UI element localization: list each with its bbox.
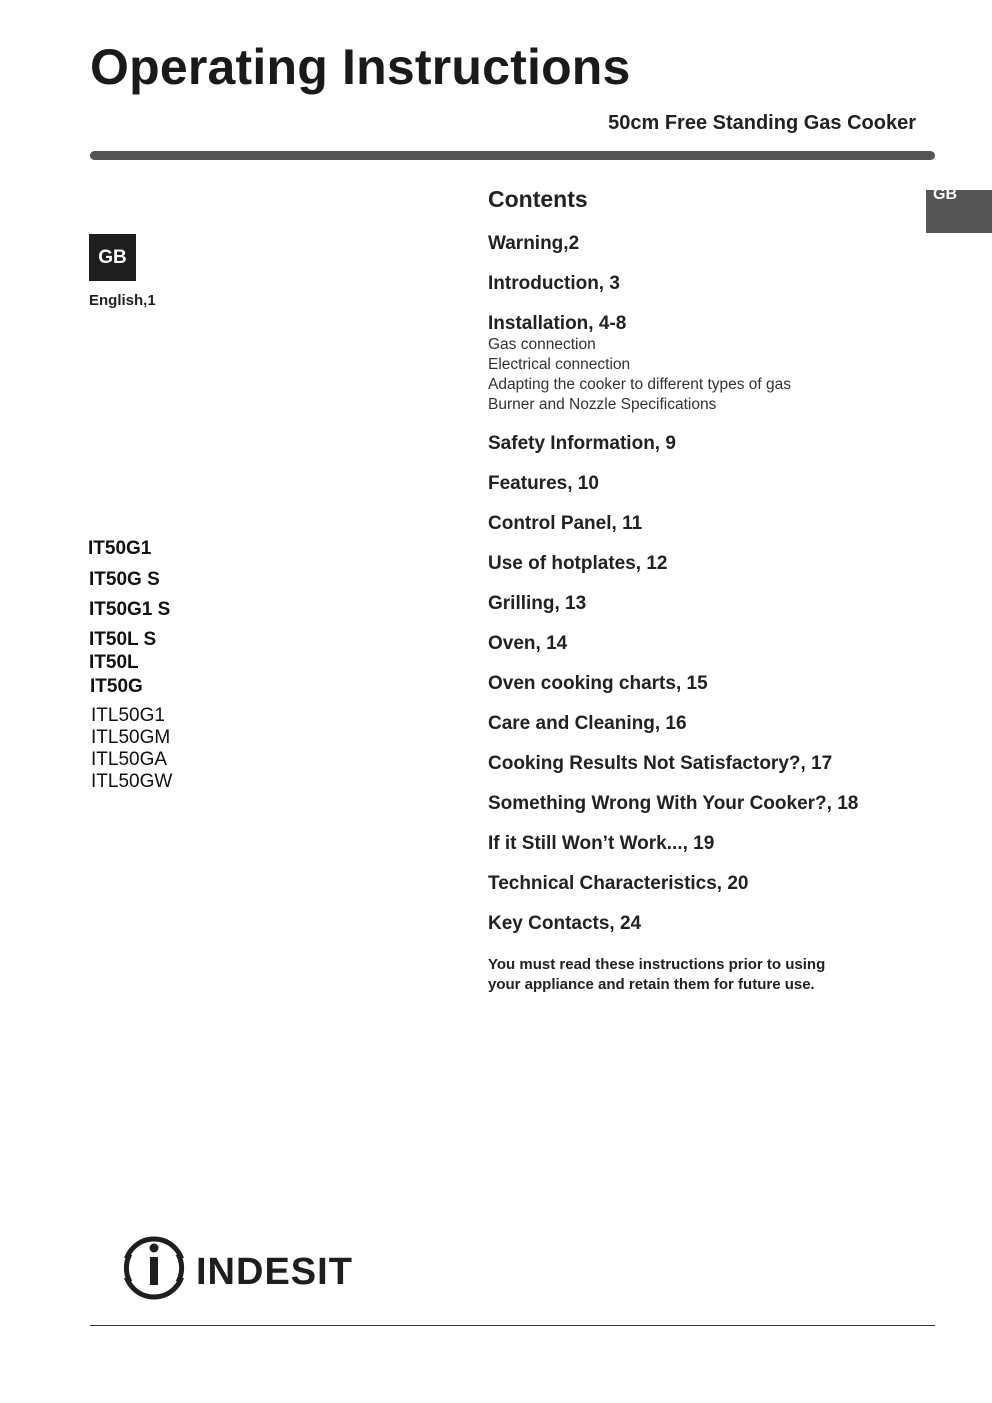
model-item: IT50G1 (88, 538, 152, 559)
toc-subitem: Burner and Nozzle Specifications (488, 396, 717, 413)
instructions-note-line: your appliance and retain them for future use. (488, 976, 815, 993)
footer-divider (90, 1325, 935, 1326)
indesit-logo-mark (120, 1234, 370, 1304)
instructions-note-line: You must read these instructions prior to using (488, 956, 826, 973)
language-tab-label: GB (933, 186, 957, 203)
toc-item-use-of-hotplates[interactable]: Use of hotplates, 12 (488, 553, 668, 574)
model-item: IT50G S (89, 569, 160, 590)
indesit-logo (120, 1234, 370, 1309)
toc-item-something-wrong[interactable]: Something Wrong With Your Cooker?, 18 (488, 793, 859, 814)
toc-subitem: Gas connection (488, 336, 596, 353)
language-badge: GB (89, 234, 136, 281)
contents-heading: Contents (488, 186, 588, 212)
model-item: ITL50GA (91, 749, 168, 770)
indesit-logo-text: INDESIT (196, 1251, 353, 1293)
toc-item-key-contacts[interactable]: Key Contacts, 24 (488, 913, 642, 934)
page-title: Operating Instructions (90, 39, 631, 95)
language-tab (926, 186, 992, 233)
page-subtitle: 50cm Free Standing Gas Cooker (608, 112, 916, 134)
toc-item-warning[interactable]: Warning,2 (488, 233, 580, 254)
toc-item-oven-cooking-charts[interactable]: Oven cooking charts, 15 (488, 673, 708, 694)
model-item: IT50G1 S (89, 599, 171, 620)
toc-item-care-and-cleaning[interactable]: Care and Cleaning, 16 (488, 713, 687, 734)
model-item: IT50G (90, 676, 143, 697)
toc-item-oven[interactable]: Oven, 14 (488, 633, 568, 654)
model-item: ITL50GM (91, 727, 171, 748)
toc-item-still-wont-work[interactable]: If it Still Won’t Work..., 19 (488, 833, 715, 854)
toc-item-technical-characteristics[interactable]: Technical Characteristics, 20 (488, 873, 749, 894)
language-label: English,1 (89, 292, 156, 309)
model-item: ITL50GW (91, 771, 173, 792)
header-divider (90, 151, 935, 160)
toc-subitem: Adapting the cooker to different types of gas (488, 376, 792, 393)
toc-item-installation[interactable]: Installation, 4-8 (488, 313, 627, 334)
model-item: IT50L (89, 652, 139, 673)
toc-subitem: Electrical connection (488, 356, 631, 373)
instructions-note (488, 955, 825, 995)
toc-item-control-panel[interactable]: Control Panel, 11 (488, 513, 643, 534)
toc-item-introduction[interactable]: Introduction, 3 (488, 273, 620, 294)
toc-item-safety-information[interactable]: Safety Information, 9 (488, 433, 676, 454)
model-item: IT50L S (89, 629, 157, 650)
toc-item-grilling[interactable]: Grilling, 13 (488, 593, 587, 614)
toc-item-cooking-results[interactable]: Cooking Results Not Satisfactory?, 17 (488, 753, 833, 774)
model-item: ITL50G1 (91, 705, 165, 726)
toc-item-features[interactable]: Features, 10 (488, 473, 599, 494)
